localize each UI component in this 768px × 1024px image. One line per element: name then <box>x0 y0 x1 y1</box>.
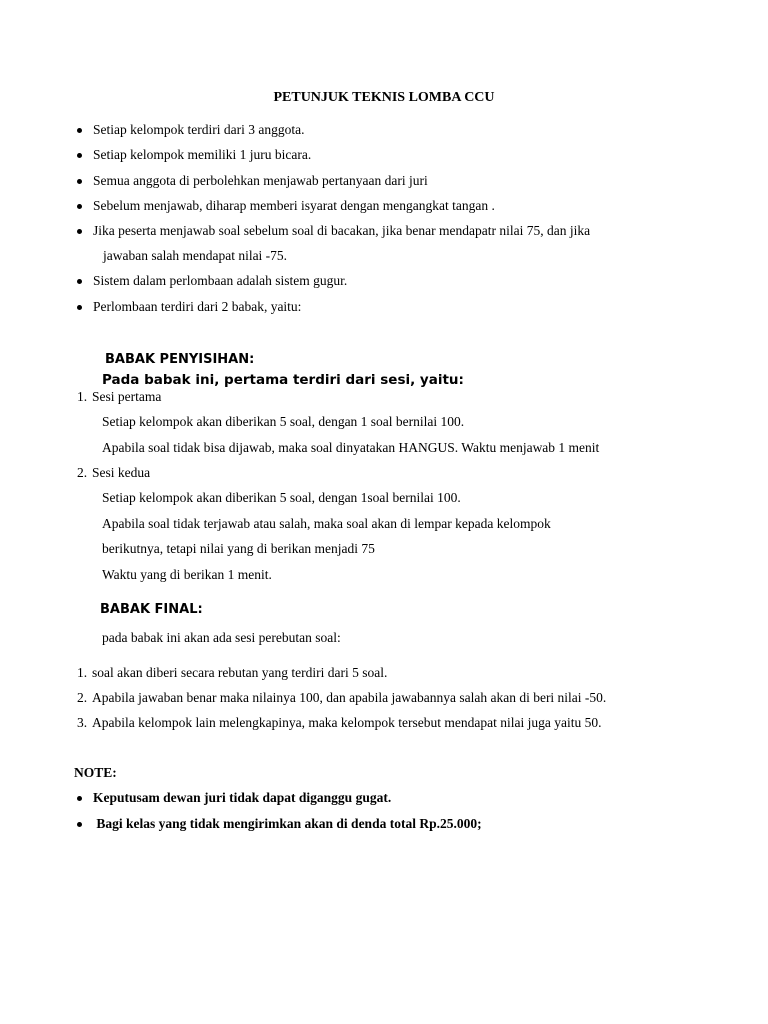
bullet-icon <box>77 796 82 801</box>
session-line: Setiap kelompok akan diberikan 5 soal, dengan 1 soal bernilai 100. <box>102 414 465 429</box>
note-item: Bagi kelas yang tidak mengirimkan akan di denda total Rp.25.000; <box>93 816 482 831</box>
penyisihan-heading: BABAK PENYISIHAN: <box>105 352 255 367</box>
bullet-icon <box>77 822 82 827</box>
rule-item: Sebelum menjawab, diharap memberi isyarat dengan mengangkat tangan . <box>93 198 495 213</box>
rule-item: Perlombaan terdiri dari 2 babak, yaitu: <box>93 299 302 314</box>
rule-item: Jika peserta menjawab soal sebelum soal di bacakan, jika benar mendapatr nilai 75, dan jika <box>93 223 591 238</box>
note-item: Keputusam dewan juri tidak dapat diganggu gugat. <box>93 790 392 805</box>
bullet-icon <box>77 204 82 209</box>
session-title: Sesi pertama <box>92 389 162 404</box>
rule-item: Sistem dalam perlombaan adalah sistem gugur. <box>93 273 348 288</box>
rule-item: Setiap kelompok memiliki 1 juru bicara. <box>93 147 312 162</box>
final-item: Apabila jawaban benar maka nilainya 100, dan apabila jawabannya salah akan di beri nilai -50. <box>92 690 607 705</box>
final-item-number: 3. <box>77 715 88 730</box>
final-item-number: 2. <box>77 690 88 705</box>
bullet-icon <box>77 279 82 284</box>
session-line: Apabila soal tidak terjawab atau salah, maka soal akan di lempar kepada kelompok <box>102 516 551 531</box>
final-heading: BABAK FINAL: <box>100 602 203 617</box>
session-line: Setiap kelompok akan diberikan 5 soal, dengan 1soal bernilai 100. <box>102 490 461 505</box>
session-number: 1. <box>77 389 88 404</box>
rule-item-continuation: jawaban salah mendapat nilai -75. <box>103 248 288 263</box>
bullet-icon <box>77 229 82 234</box>
final-item: Apabila kelompok lain melengkapinya, maka kelompok tersebut mendapat nilai juga yaitu 50. <box>92 715 602 730</box>
bullet-icon <box>77 179 82 184</box>
final-item-number: 1. <box>77 665 88 680</box>
note-heading: NOTE: <box>74 765 117 780</box>
session-number: 2. <box>77 465 88 480</box>
penyisihan-subheading: Pada babak ini, pertama terdiri dari sesi, yaitu: <box>102 372 464 388</box>
final-item: soal akan diberi secara rebutan yang terdiri dari 5 soal. <box>92 665 388 680</box>
session-line: berikutnya, tetapi nilai yang di berikan menjadi 75 <box>102 541 375 556</box>
rule-item: Semua anggota di perbolehkan menjawab pertanyaan dari juri <box>93 173 428 188</box>
page-title: PETUNJUK TEKNIS LOMBA CCU <box>273 90 495 105</box>
rule-item: Setiap kelompok terdiri dari 3 anggota. <box>93 122 305 137</box>
bullet-icon <box>77 128 82 133</box>
session-line: Apabila soal tidak bisa dijawab, maka soal dinyatakan HANGUS. Waktu menjawab 1 menit <box>102 440 600 455</box>
session-line: Waktu yang di berikan 1 menit. <box>102 567 272 582</box>
session-title: Sesi kedua <box>92 465 151 480</box>
final-intro: pada babak ini akan ada sesi perebutan soal: <box>102 630 341 645</box>
bullet-icon <box>77 305 82 310</box>
bullet-icon <box>77 153 82 158</box>
